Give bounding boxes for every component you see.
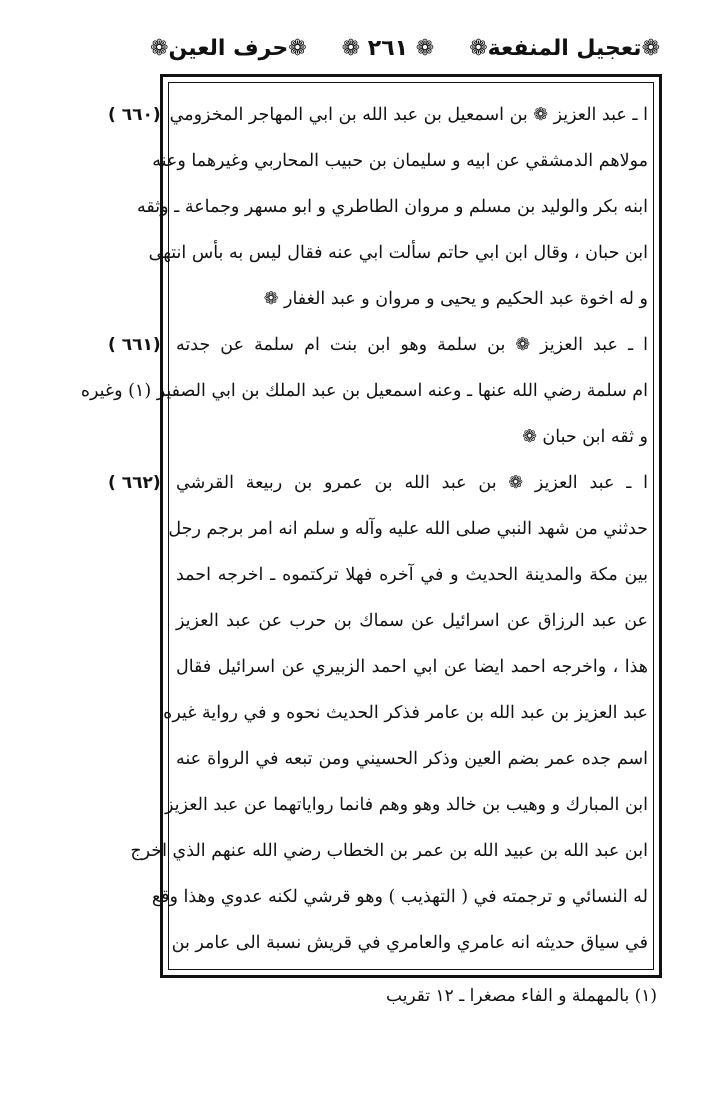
text-line: و له اخوة عبد الحكيم و يحيى و مروان و عبد الغفار ❁: [263, 289, 648, 309]
text-line: ابنه بكر والوليد بن مسلم و مروان الطاطري و ابو مسهر وجماعة ـ وثقه: [137, 197, 648, 217]
text-line: ا ـ عبد العزيز ❁ بن سلمة وهو ابن بنت ام سلمة عن جدته: [176, 335, 648, 355]
text-line: ابن عبد الله بن عبيد الله بن عمر بن الخطاب رضي الله عنهم الذي اخرج: [130, 841, 648, 861]
text-line: مولاهم الدمشقي عن ابيه و سليمان بن حبيب المحاربي وغيرهما وعنه: [152, 151, 648, 171]
text-line: ام سلمة رضي الله عنها ـ وعنه اسمعيل بن عبد الملك بن ابي الصفير (١) وغيره: [80, 381, 648, 401]
text-line: ا ـ عبد العزيز ❁ بن اسمعيل بن عبد الله بن ابي المهاجر المخزومي: [169, 105, 648, 125]
text-line: بين مكة والمدينة الحديث و في آخره فهلا تركتموه ـ اخرجه احمد: [176, 565, 648, 585]
text-line: و ثقه ابن حبان ❁: [522, 427, 648, 447]
text-line: ا ـ عبد العزيز ❁ بن عبد الله بن عمرو بن ربيعة القرشي: [176, 473, 648, 493]
page-number-group: [342, 36, 435, 61]
entry-660: [137, 92, 648, 322]
entry-number: ( ٦٦١): [108, 335, 161, 355]
text-line: عبد العزيز بن عبد الله بن عامر فذكر الحديث نحوه و في رواية غيره: [163, 703, 648, 723]
text-line: ابن المبارك و وهيب بن خالد وهو وهم فانما رواياتهما عن عبد العزيز: [165, 795, 648, 815]
ornament-icon: ❁: [150, 35, 169, 61]
entry-number: ( ٦٦٢): [108, 473, 161, 493]
section-group: [150, 36, 307, 61]
text-line: ابن حبان ، وقال ابن ابي حاتم سألت ابي عنه فقال ليس به بأس انتهى: [148, 243, 648, 263]
book-title-group: [469, 36, 660, 61]
book-title: تعجيل المنفعة: [487, 35, 642, 61]
text-line: هذا ، واخرجه احمد ايضا عن ابي احمد الزبيري عن اسرائيل فقال: [176, 657, 648, 677]
section-title: حرف العين: [168, 35, 289, 61]
page-number: ٢٦١: [367, 35, 409, 61]
text-line: في سياق حديثه انه عامري والعامري في قريش نسبة الى عامر بن: [171, 933, 648, 953]
ornament-icon: ❁: [288, 35, 307, 61]
ornament-icon: ❁: [341, 35, 361, 61]
entry-number: ( ٦٦٠): [108, 105, 161, 125]
ornament-icon: ❁: [469, 35, 488, 61]
ornament-icon: ❁: [415, 35, 435, 61]
footnote: (١) بالمهملة و الفاء مصغرا ـ ١٢ تقريب: [386, 986, 657, 1006]
ornament-icon: ❁: [641, 35, 660, 61]
text-line: حدثني من شهد النبي صلى الله عليه وآله و سلم انه امر برجم رجل: [168, 519, 648, 539]
text-line: له النسائي و ترجمته في ( التهذيب ) وهو قرشي لكنه عدوي وهذا وقع: [151, 887, 648, 907]
text-line: اسم جده عمر بضم العين وذكر الحسيني ومن تبعه في الرواة عنه: [176, 749, 648, 769]
running-header: [150, 28, 660, 68]
text-line: عن عبد الرزاق عن اسرائيل عن سماك بن حرب عن عبد العزيز: [176, 611, 648, 631]
